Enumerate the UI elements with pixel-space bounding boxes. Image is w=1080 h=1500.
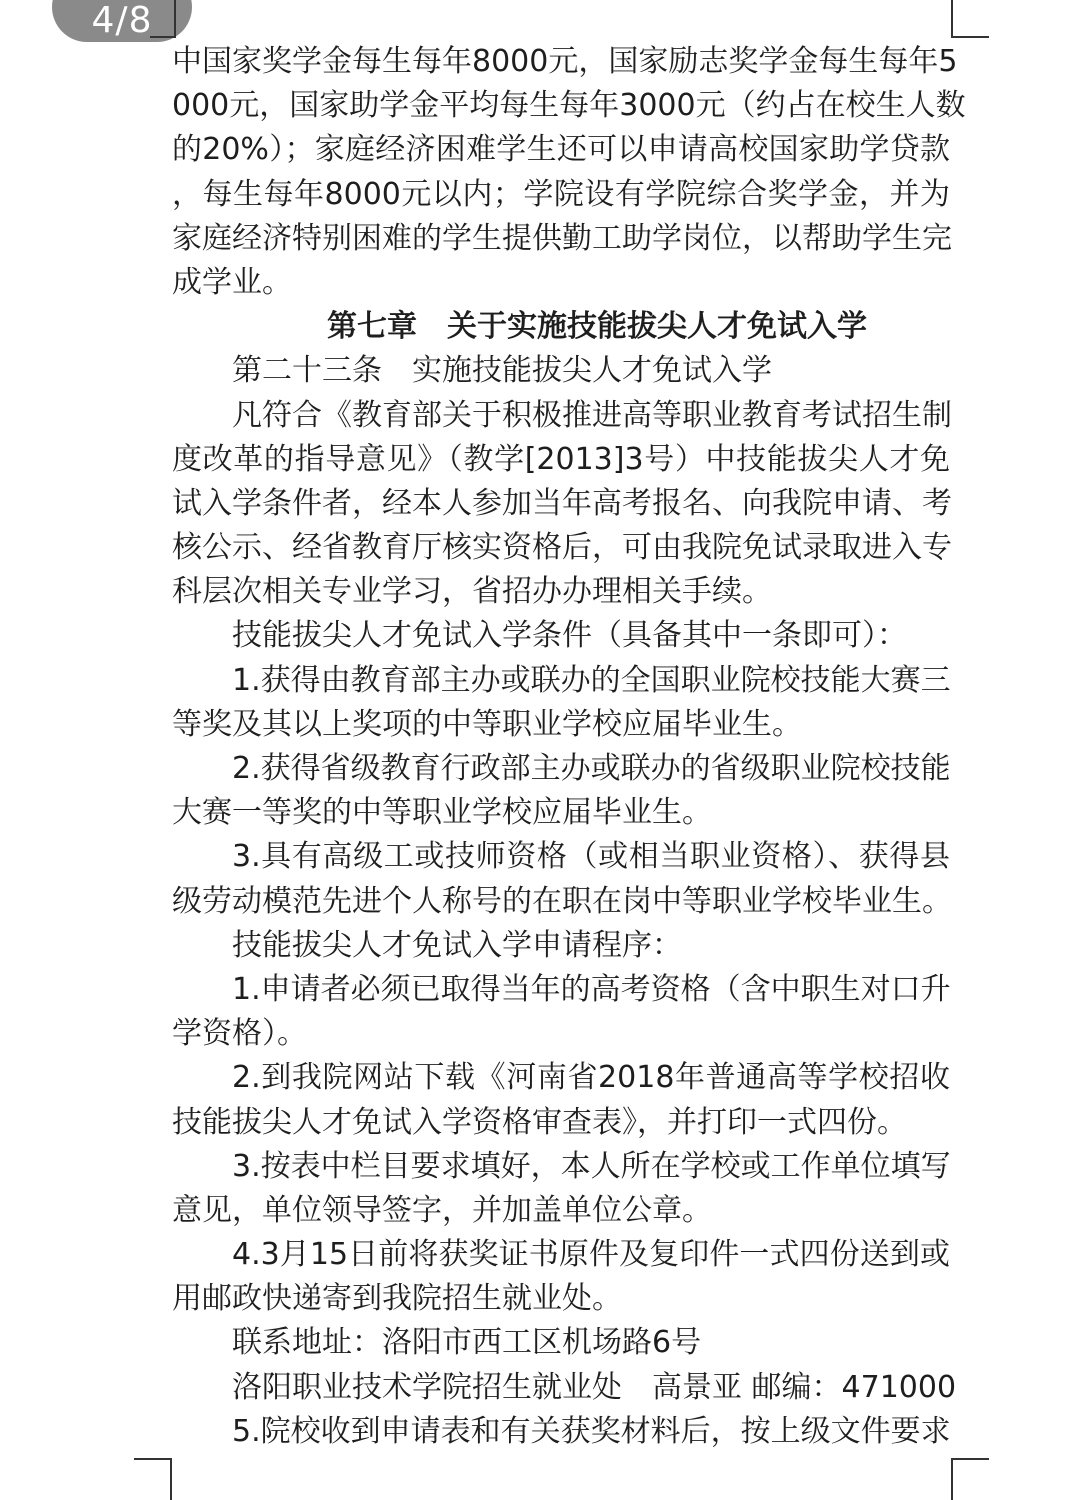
text-line: 000元，国家助学金平均每生每年3000元（约占在校生人数 <box>172 88 966 124</box>
text-line: 3.按表中栏目要求填好，本人所在学校或工作单位填写 <box>232 1148 951 1184</box>
text-line: 凡符合《教育部关于积极推进高等职业教育考试招生制 <box>232 397 952 433</box>
section-subheading: 技能拔尖人才免试入学条件（具备其中一条即可）： <box>232 618 907 654</box>
text-line: 学资格）。 <box>172 1016 307 1052</box>
text-line: ，每生每年8000元以内；学院设有学院综合奖学金，并为 <box>172 176 950 212</box>
text-line: 中国家奖学金每生每年8000元，国家励志奖学金每生每年5 <box>172 44 958 79</box>
article-title: 第二十三条 实施技能拔尖人才免试入学 <box>232 353 772 389</box>
text-line: 2.到我院网站下载《河南省2018年普通高等学校招收 <box>232 1060 950 1096</box>
document-body <box>172 40 966 1454</box>
text-line: 5.院校收到申请表和有关获奖材料后，按上级文件要求 <box>232 1413 951 1449</box>
text-line: 级劳动模范先进个人称号的在职在岗中等职业学校毕业生。 <box>172 883 952 919</box>
section-subheading: 技能拔尖人才免试入学申请程序： <box>232 927 682 963</box>
text-line: 4.3月15日前将获奖证书原件及复印件一式四份送到或 <box>232 1237 950 1273</box>
chapter-heading: 第七章 关于实施技能拔尖人才免试入学 <box>327 309 867 345</box>
crop-mark-top-left <box>150 0 176 38</box>
text-line: 成学业。 <box>172 264 292 300</box>
text-line: 等奖及其以上奖项的中等职业学校应届毕业生。 <box>172 706 802 742</box>
text-line: 1.获得由教育部主办或联办的全国职业院校技能大赛三 <box>232 662 951 698</box>
text-line: 1.申请者必须已取得当年的高考资格（含中职生对口升 <box>232 971 951 1007</box>
text-line: 技能拔尖人才免试入学资格审查表》，并打印一式四份。 <box>172 1104 907 1140</box>
contact-office: 洛阳职业技术学院招生就业处 高景亚 邮编：471000 <box>232 1369 957 1405</box>
text-line: 核公示、经省教育厅核实资格后，可由我院免试录取进入专 <box>172 530 952 566</box>
text-line: 度改革的指导意见》（教学[2013]3号）中技能拔尖人才免 <box>172 441 950 477</box>
text-line: 3.具有高级工或技师资格（或相当职业资格）、获得县 <box>232 839 950 875</box>
crop-mark-top-right <box>951 0 989 38</box>
text-line: 的20%）；家庭经济困难学生还可以申请高校国家助学贷款 <box>172 132 950 168</box>
text-line: 意见，单位领导签字，并加盖单位公章。 <box>172 1192 712 1228</box>
text-line: 科层次相关专业学习，省招办办理相关手续。 <box>172 574 772 610</box>
text-line: 用邮政快递寄到我院招生就业处。 <box>172 1281 622 1317</box>
crop-mark-bottom-left <box>134 1458 172 1500</box>
text-line: 2.获得省级教育行政部主办或联办的省级职业院校技能 <box>232 751 951 786</box>
page-indicator-text: 4/8 <box>91 0 153 41</box>
text-line: 家庭经济特别困难的学生提供勤工助学岗位，以帮助学生完 <box>172 220 952 256</box>
text-line: 试入学条件者，经本人参加当年高考报名、向我院申请、考 <box>172 485 952 521</box>
text-line: 大赛一等奖的中等职业学校应届毕业生。 <box>172 795 712 831</box>
contact-address: 联系地址：洛阳市西工区机场路6号 <box>232 1325 702 1361</box>
crop-mark-bottom-right <box>951 1458 989 1500</box>
